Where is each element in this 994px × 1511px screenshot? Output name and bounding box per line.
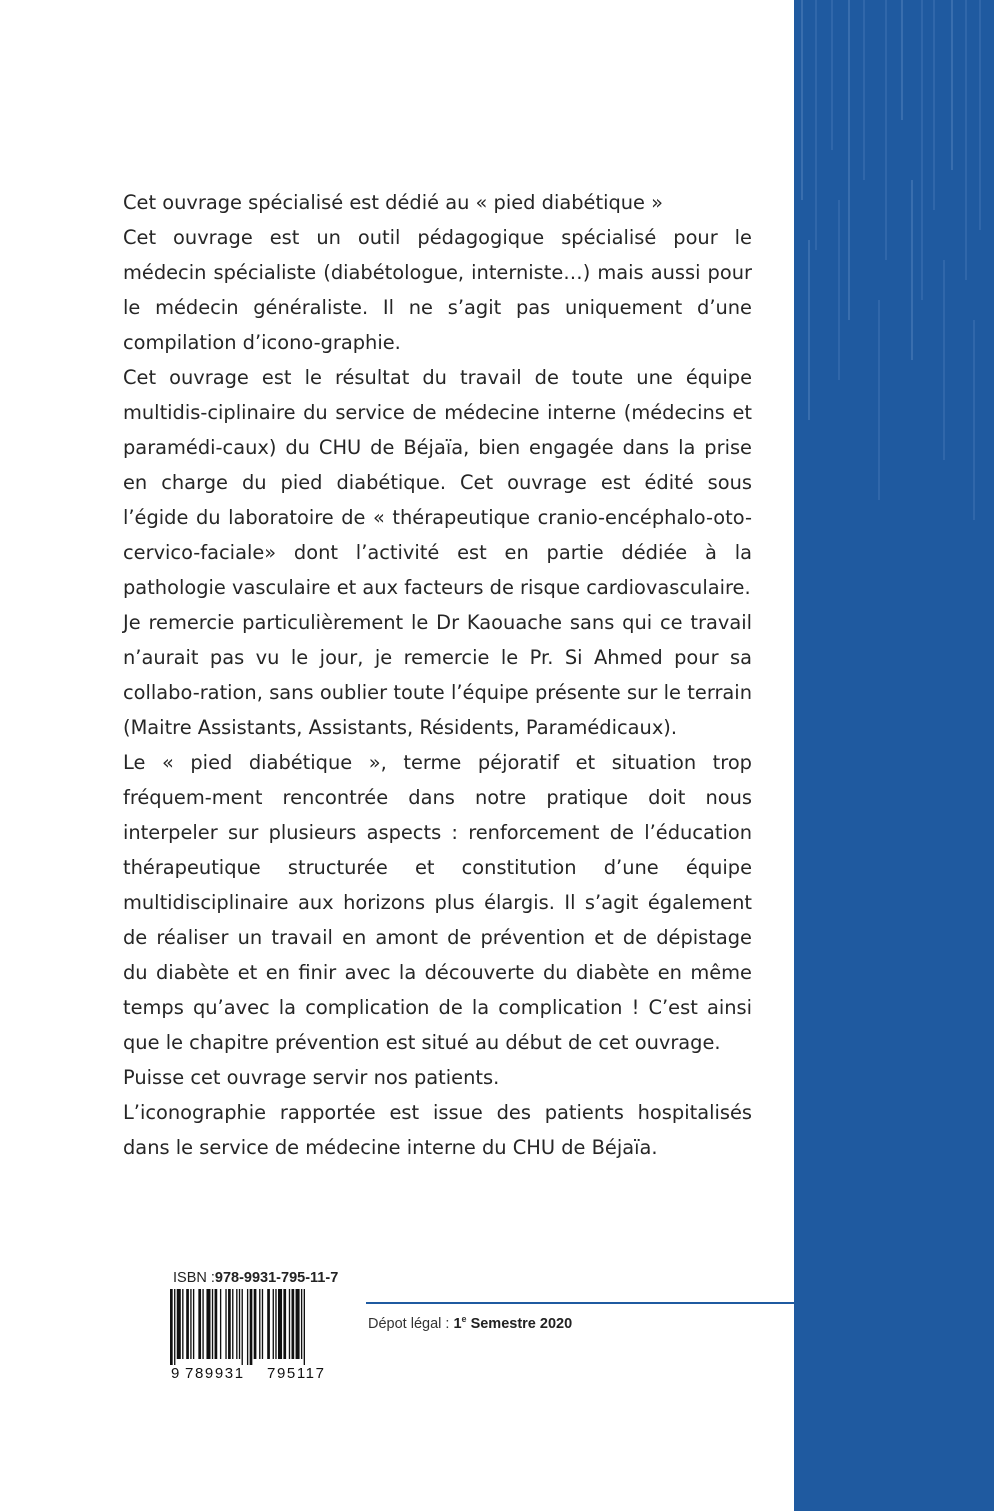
barcode-bar — [177, 1289, 181, 1359]
barcode-bar — [182, 1289, 183, 1359]
barcode-bar — [232, 1289, 233, 1359]
barcode-bar — [247, 1289, 248, 1365]
isbn-barcode — [170, 1289, 350, 1365]
barcode-bar — [267, 1289, 270, 1359]
barcode-digits — [171, 1365, 349, 1387]
depot-ordinal-suffix: e — [461, 1314, 467, 1324]
barcode-bar — [170, 1289, 173, 1365]
barcode-bar — [220, 1289, 221, 1359]
barcode-bar — [202, 1289, 203, 1359]
barcode-bar — [283, 1289, 286, 1359]
barcode-bar — [289, 1289, 290, 1359]
back-cover-text — [123, 185, 752, 1165]
barcode-digits-right: 795117 — [267, 1365, 326, 1382]
barcode-bar — [198, 1289, 201, 1359]
barcode-bar — [292, 1289, 295, 1359]
barcode-bar — [212, 1289, 213, 1359]
barcode-digits-left: 789931 — [185, 1365, 245, 1382]
barcode-bar — [174, 1289, 175, 1365]
barcode-bar — [259, 1289, 260, 1359]
isbn-prefix: ISBN : — [173, 1270, 215, 1286]
barcode-bar — [228, 1289, 231, 1359]
paragraph-2: Cet ouvrage est un outil pédagogique spécialisé pour le médecin spécialiste (diabétologue, interniste…) mais aussi pour le médecin généraliste. Il ne s’agit pas uniquement d’une compilation d’icono-graphie. — [123, 226, 752, 354]
barcode-bar — [239, 1289, 240, 1359]
paragraph-3: Cet ouvrage est le résultat du travail de toute une équipe multidis-ciplinaire du service de médecine interne (médecins et paramédi-caux) du CHU de Béjaïa, bien engagée dans la prise en charge du pied diabétique. Cet ouvrage est édité sous l’égide du laboratoire de « thérapeutique cranio-encéphalo-oto-cervico-faciale» dont l’activité est en partie dédiée à la pathologie vasculaire et aux facteurs de risque cardiovasculaire. — [123, 366, 752, 599]
barcode-bar — [278, 1289, 282, 1359]
isbn-number: 978-9931-795-11-7 — [214, 1270, 339, 1286]
paragraph-1: Cet ouvrage spécialisé est dédié au « pied diabétique » — [123, 191, 664, 214]
barcode-bar — [225, 1289, 226, 1359]
depot-label: Dépot légal : — [368, 1315, 454, 1332]
paragraph-5: Le « pied diabétique », terme péjoratif et situation trop fréquem-ment rencontrée dans notre pratique doit nous interpeler sur plusieurs aspects : renforcement de l’éducation thérapeutique structurée et constitution d’une équipe multidisciplinaire aux horizons plus élargis. Il s’agit également de réaliser un travail en amont de prévention et de dépistage du diabète et en finir avec la découverte du diabète en même temps qu’avec la complication de la complication ! C’est ainsi que le chapitre prévention est situé au début de cet ouvrage. — [123, 751, 752, 1054]
barcode-bar — [301, 1289, 302, 1359]
paragraph-4: Je remercie particulièrement le Dr Kaouache sans qui ce travail n’aurait pas vu le jour, je remercie le Pr. Si Ahmed pour sa collabo-ration, sans oublier toute l’équipe présente sur le terrain (Maitre Assistants, Assistants, Résidents, Paramédicaux). — [123, 611, 752, 739]
barcode-bar — [254, 1289, 257, 1359]
barcode-digit-first: 9 — [171, 1365, 180, 1382]
band-pattern — [794, 0, 994, 1511]
horizontal-rule — [366, 1302, 794, 1304]
barcode-bar — [296, 1289, 300, 1359]
blue-side-band — [794, 0, 994, 1511]
isbn-label — [173, 1270, 373, 1286]
barcode-bar — [186, 1289, 189, 1359]
paragraph-6: Puisse cet ouvrage servir nos patients. — [123, 1066, 500, 1089]
depot-ordinal: 1 — [453, 1315, 462, 1332]
barcode-bar — [236, 1289, 237, 1359]
barcode-bar — [193, 1289, 194, 1359]
barcode-bar — [262, 1289, 263, 1359]
barcode-bar — [275, 1289, 276, 1359]
depot-legal — [368, 1314, 572, 1332]
barcode-bar — [206, 1289, 210, 1359]
barcode-bar — [190, 1289, 191, 1359]
barcode-bar — [273, 1289, 274, 1359]
depot-period: Semestre 2020 — [466, 1315, 573, 1332]
barcode-bar — [304, 1289, 305, 1365]
barcode-bar — [215, 1289, 218, 1359]
barcode-bar — [242, 1289, 243, 1365]
paragraph-7: L’iconographie rapportée est issue des patients hospitalisés dans le service de médecine interne du CHU de Béjaïa. — [123, 1101, 752, 1159]
barcode-bar — [250, 1289, 253, 1365]
